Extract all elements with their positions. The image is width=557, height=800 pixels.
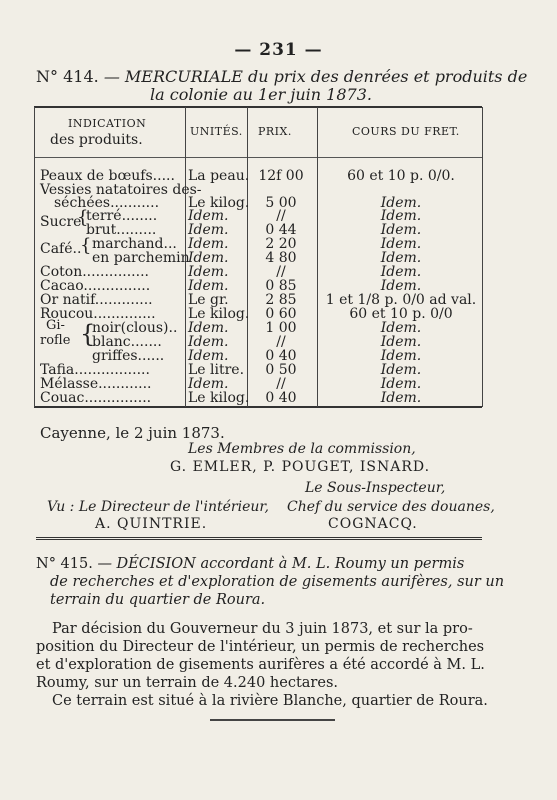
cell-unit: Idem. <box>188 236 229 252</box>
entry-415-title-line3: terrain du quartier de Roura. <box>50 592 266 608</box>
entry-415-heading <box>36 556 464 572</box>
cell-product: Peaux de bœufs..... <box>40 168 175 184</box>
cell-product: Roucou.............. <box>40 306 156 322</box>
cell-product: blanc....... <box>92 334 162 350</box>
brace-sucre: { <box>77 207 89 228</box>
cell-price: 0 50 <box>265 362 297 378</box>
cell-product: Or natif............. <box>40 292 153 308</box>
cell-fret: 1 et 1/8 p. 0/0 ad val. <box>325 292 477 308</box>
cell-unit: Idem. <box>188 334 229 350</box>
cell-price: 0 40 <box>265 390 297 406</box>
vu-label: Vu : Le Directeur de l'intérieur, <box>47 499 269 515</box>
cell-unit: Idem. <box>188 320 229 336</box>
entry-415-body-line4: Roumy, sur un terrain de 4.240 hectares. <box>36 675 338 691</box>
cell-unit: La peau. <box>188 168 250 184</box>
cell-unit: Idem. <box>188 222 229 238</box>
cell-fret: Idem. <box>380 222 422 238</box>
cell-price: 0 60 <box>265 306 297 322</box>
cell-unit: Idem. <box>188 278 229 294</box>
chef-label: Chef du service des douanes, <box>287 499 495 515</box>
entry-415-body-line1: Par décision du Gouverneur du 3 juin 1873, et sur la pro- <box>52 621 473 637</box>
cell-fret: Idem. <box>380 195 422 211</box>
table-header-rule <box>34 157 482 158</box>
cell-price: 0 85 <box>265 278 297 294</box>
cell-product: Couac............... <box>40 390 152 406</box>
cell-price: 2 85 <box>265 292 297 308</box>
page-number: — 231 — <box>234 40 323 60</box>
cell-price: 0 40 <box>265 348 297 364</box>
cell-price: 2 20 <box>265 236 297 252</box>
cell-unit: Le gr. <box>188 292 229 308</box>
brace-cafe: { <box>80 235 92 256</box>
table-right-border <box>482 107 483 407</box>
cell-unit: Le kilog. <box>188 390 250 406</box>
cell-unit: Idem. <box>188 264 229 280</box>
cell-price: // <box>276 334 286 350</box>
cell-unit: Le litre. <box>188 362 245 378</box>
end-rule <box>210 719 335 721</box>
cell-price: 1 00 <box>265 320 297 336</box>
entry-414-title-line1: — MERCURIALE du prix des denrées et produits de <box>103 67 528 86</box>
cell-product: en parchemin <box>92 250 190 266</box>
cell-price: // <box>276 208 286 224</box>
director-name: A. QUINTRIE. <box>95 516 208 532</box>
cell-unit: Le kilog. <box>188 195 250 211</box>
cell-product: Vessies natatoires des- <box>40 182 202 198</box>
cell-product: Coton............... <box>40 264 149 280</box>
cell-fret: 60 et 10 p. 0/0 <box>349 306 453 322</box>
entry-415-body-line2: position du Directeur de l'intérieur, un permis de recherches <box>36 639 485 655</box>
cell-price: // <box>276 264 286 280</box>
cell-price: 0 44 <box>265 222 297 238</box>
group-label-sucre: Sucre <box>40 214 82 230</box>
cell-product: noir(clous).. <box>92 320 178 336</box>
cell-fret: Idem. <box>380 250 422 266</box>
cell-fret: Idem. <box>380 208 422 224</box>
sous-inspecteur-label: Le Sous-Inspecteur, <box>305 480 446 496</box>
cell-unit: Idem. <box>188 208 229 224</box>
cell-fret: Idem. <box>380 334 422 350</box>
cell-product: brut......... <box>86 222 157 238</box>
chef-name: COGNACQ. <box>328 516 418 532</box>
cell-price: 4 80 <box>265 250 297 266</box>
cell-fret: Idem. <box>380 348 422 364</box>
cell-unit: Idem. <box>188 376 229 392</box>
cell-price: 5 00 <box>265 195 297 211</box>
header-des-produits: des produits. <box>50 132 143 148</box>
entry-415-body-line5: Ce terrain est situé à la rivière Blanche, quartier de Roura. <box>52 693 488 709</box>
entry-414-title-line2: la colonie au 1er juin 1873. <box>150 85 372 104</box>
group-label-girofle-1: Gi- <box>46 318 65 333</box>
cell-fret: Idem. <box>380 278 422 294</box>
cell-unit: Idem. <box>188 250 229 266</box>
table-top-rule <box>34 106 482 108</box>
members-label: Les Membres de la commission, <box>188 441 416 457</box>
cell-product: séchées........... <box>54 195 160 211</box>
table-left-border <box>34 107 35 407</box>
header-prix: PRIX. <box>258 125 292 138</box>
entry-415-title-line1: — DÉCISION accordant à M. L. Roumy un permis <box>97 556 465 572</box>
entry-415-body-line3: et d'exploration de gisements aurifères a été accordé à M. L. <box>36 657 485 673</box>
header-unites: UNITÉS. <box>190 125 243 138</box>
cell-product: Tafia................. <box>40 362 150 378</box>
cell-unit: Le kilog. <box>188 306 250 322</box>
cell-fret: Idem. <box>380 376 422 392</box>
entry-415-number: N° 415. <box>36 556 93 572</box>
cell-fret: Idem. <box>380 236 422 252</box>
cell-product: Cacao............... <box>40 278 151 294</box>
entry-415-title-line2: de recherches et d'exploration de gisements aurifères, sur un <box>50 574 505 590</box>
cell-price: 12f 00 <box>258 168 304 184</box>
cell-product: marchand... <box>92 236 177 252</box>
section-divider <box>36 537 482 540</box>
entry-414-heading <box>36 67 527 86</box>
cell-product: terré........ <box>86 208 158 224</box>
members-names: G. EMLER, P. POUGET, ISNARD. <box>170 459 431 475</box>
cell-product: Mélasse............ <box>40 376 152 392</box>
group-label-girofle-2: rofle <box>40 333 71 348</box>
cell-price: // <box>276 376 286 392</box>
cell-fret: Idem. <box>380 362 422 378</box>
entry-414-number: N° 414. <box>36 67 99 86</box>
cell-fret: Idem. <box>380 390 422 406</box>
cell-fret: Idem. <box>380 320 422 336</box>
header-indication: INDICATION <box>68 117 147 130</box>
cell-fret: 60 et 10 p. 0/0. <box>347 168 455 184</box>
cell-product: griffes...... <box>92 348 165 364</box>
place-date: Cayenne, le 2 juin 1873. <box>40 424 225 442</box>
cell-unit: Idem. <box>188 348 229 364</box>
header-cours-du-fret: COURS DU FRET. <box>352 125 460 138</box>
group-label-cafe: Café.. <box>40 241 82 257</box>
table-row <box>38 390 482 408</box>
cell-fret: Idem. <box>380 264 422 280</box>
brace-girofle: { <box>80 320 96 348</box>
